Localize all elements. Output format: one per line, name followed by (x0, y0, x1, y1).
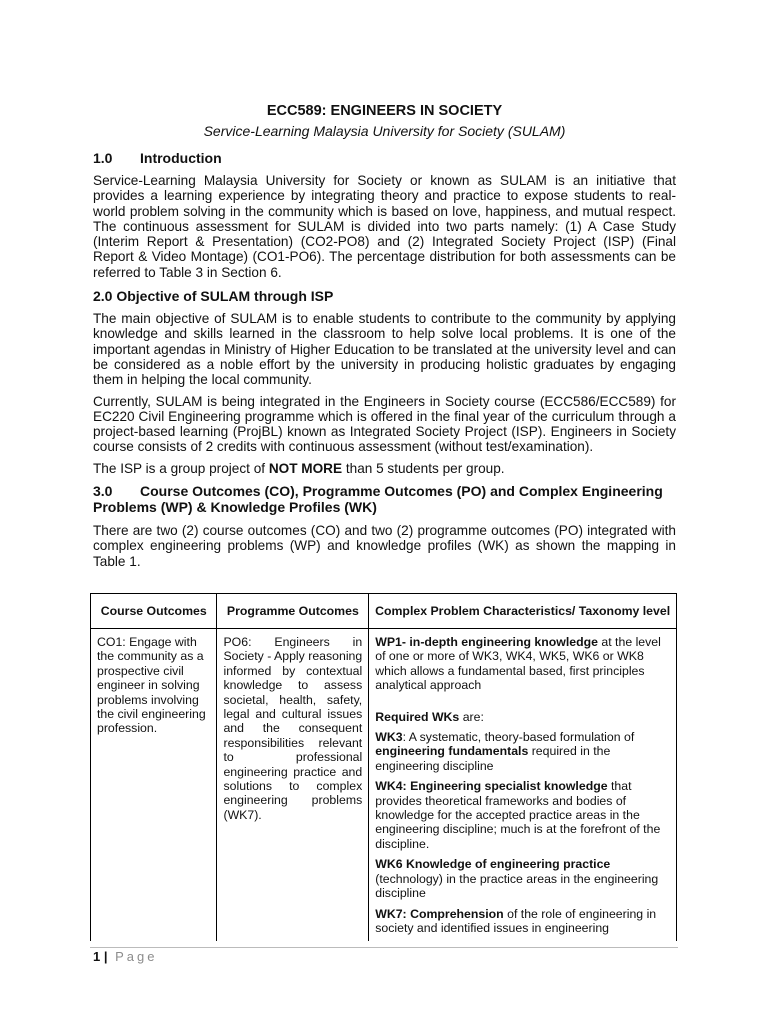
wk6-text: (technology) in the practice areas in the engineering discipline (375, 871, 659, 901)
section-3-title: Course Outcomes (CO), Programme Outcomes (PO) and Complex Engineering Problems (WP) & Knowledge Profiles (WK) (93, 483, 663, 515)
wk3-text-1: : A systematic, theory-based formulation of (402, 730, 635, 745)
wk7-label: WK7: Comprehension (375, 906, 504, 921)
section-2-heading: 2.0 Objective of SULAM through ISP (93, 288, 334, 305)
wp1-entry (375, 635, 670, 693)
header-programme-outcomes: Programme Outcomes (217, 594, 369, 629)
wk7-entry (375, 907, 670, 936)
wk4-entry (375, 779, 670, 851)
co1-cell: CO1: Engage with the community as a prospective civil engineer in solving problems involving the civil engineering profession. (91, 629, 217, 942)
isp-group-limit: NOT MORE (268, 460, 343, 476)
required-wks-label: Required WKs (375, 709, 460, 724)
header-course-outcomes: Course Outcomes (91, 594, 217, 629)
page-label: Page (115, 949, 158, 964)
wp1-text: at the level of one or more of WK3, WK4, WK5, WK6 or WK8 which allows a fundamental based, first principles analytical approach (375, 635, 661, 693)
outcomes-mapping-table (90, 593, 677, 941)
required-wks-text: are: (459, 709, 484, 724)
wk3-text-2: required in the engineering discipline (375, 744, 611, 773)
section-2-paragraph-3 (93, 461, 676, 476)
document-title: ECC589: ENGINEERS IN SOCIETY (266, 103, 503, 119)
po6-cell: PO6: Engineers in Society - Apply reasoning informed by contextual knowledge to assess societal, health, safety, legal and cultural issues and the consequent responsibilities relevant to professional engineering practice and solutions to complex engineering problems (WK7). (217, 629, 369, 942)
section-3-heading (93, 484, 676, 515)
page-separator: | (103, 949, 108, 964)
wk4-text: that provides theoretical frameworks and bodies of knowledge for the accepted practice areas in the engineering discipline; much is at the forefront of the discipline. (375, 779, 661, 851)
wk4-label: WK4: Engineering specialist knowledge (375, 779, 608, 794)
wp1-label: WP1- in-depth engineering knowledge (375, 635, 598, 649)
footer-divider (90, 947, 678, 948)
table-header-row (91, 594, 677, 629)
required-wks (375, 710, 670, 724)
document-subtitle: Service-Learning Malaysia University for Society (SULAM) (203, 123, 566, 139)
wk6-label: WK6 Knowledge of engineering practice (375, 857, 611, 872)
section-2-paragraph-2: Currently, SULAM is being integrated in the Engineers in Society course (ECC586/ECC589) for EC220 Civil Engineering programme which is offered in the final year of the curriculum through a project-based learning (ProjBL) known as Integrated Society Project (ISP). Engineers in Society course consists of 2 credits with continuous assessment (without test/examination). (93, 393, 676, 455)
section-1-number: 1.0 (93, 150, 113, 166)
wk7-text: of the role of engineering in society and identified issues in engineering (375, 906, 657, 935)
wk3-fundamentals: engineering fundamentals (375, 744, 529, 759)
wk3-label: WK3 (375, 730, 403, 745)
section-2-paragraph-1: The main objective of SULAM is to enable students to contribute to the community by applying knowledge and skills learned in the classroom to help solve local problems. It is one of the important agendas in Ministry of Higher Education to be translated at the university level and can be considered as a noble effort by the university in producing holistic graduates by engaging them in helping the local community. (93, 311, 676, 388)
wk-cell (369, 629, 677, 942)
wk3-entry (375, 730, 670, 773)
page-footer (93, 950, 158, 964)
isp-group-text-post: than 5 students per group. (342, 460, 505, 476)
table-row (91, 629, 677, 942)
page-number: 1 (93, 949, 101, 964)
section-1-title: Introduction (140, 150, 222, 166)
section-3-number: 3.0 (93, 483, 113, 500)
header-complex-problem: Complex Problem Characteristics/ Taxonomy level (369, 594, 677, 629)
section-3-paragraph: There are two (2) course outcomes (CO) and two (2) programme outcomes (PO) integrated with complex engineering problems (WP) and knowledge profiles (WK) as shown the mapping in Table 1. (93, 523, 676, 569)
isp-group-text-pre: The ISP is a group project of (93, 460, 269, 476)
document-body (93, 102, 676, 575)
wk6-entry (375, 857, 670, 900)
section-1-paragraph: Service-Learning Malaysia University for Society or known as SULAM is an initiative that provides a learning experience by integrating theory and practice to expose students to real-world problem solving in the community which is based on love, happiness, and mutual respect. The continuous assessment for SULAM is divided into two parts namely: (1) A Case Study (Interim Report & Presentation) (CO2-PO8) and (2) Integrated Society Project (ISP) (Final Report & Video Montage) (CO1-PO6). The percentage distribution for both assessments can be referred to Table 3 in Section 6. (93, 173, 676, 280)
section-1-heading (93, 150, 676, 167)
